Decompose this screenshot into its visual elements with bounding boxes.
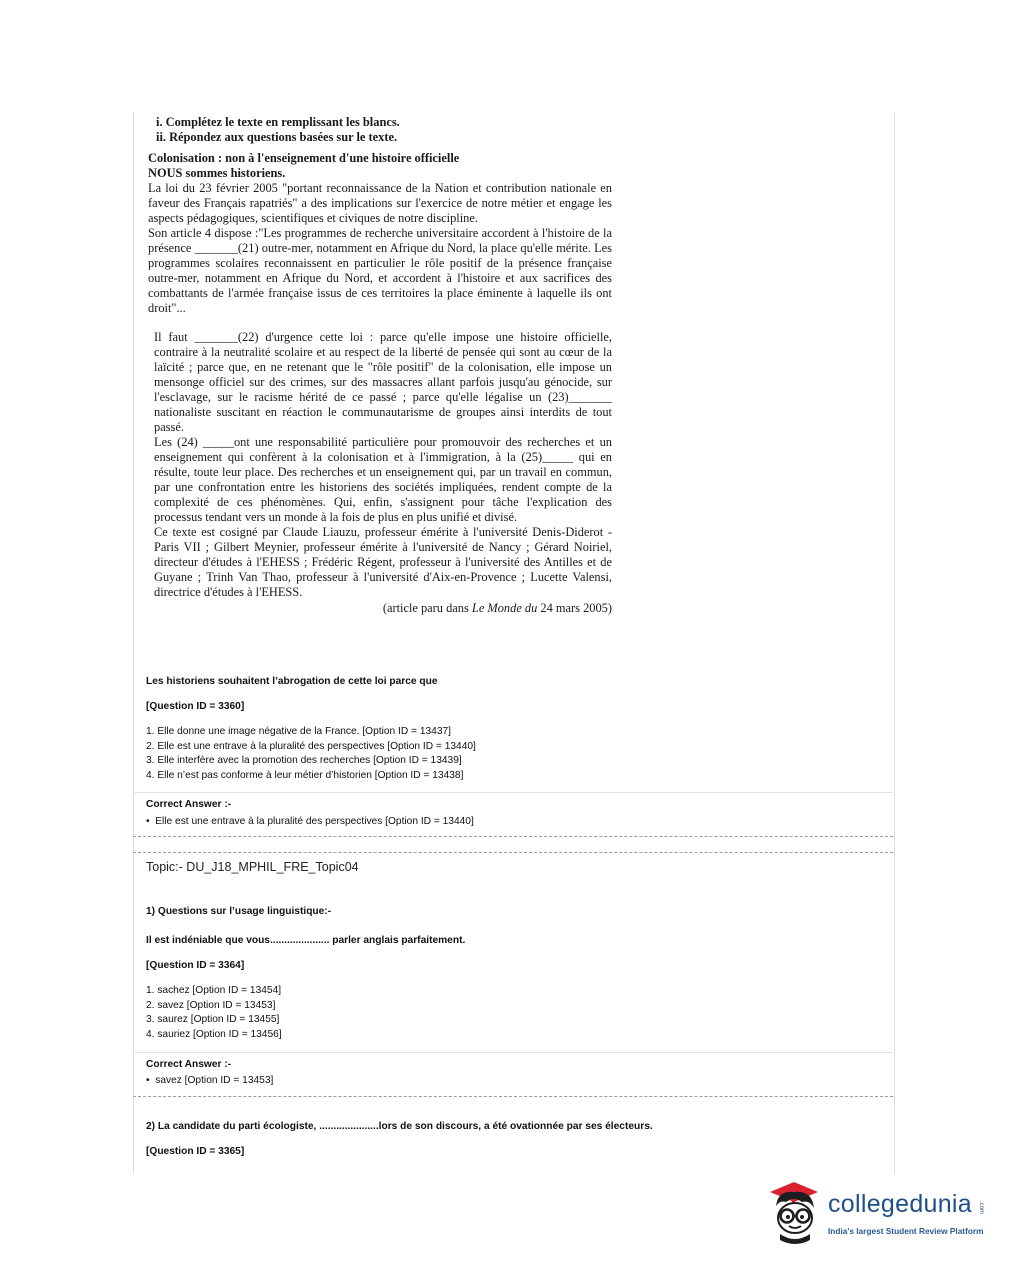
option-item: 4. sauriez [Option ID = 13456] [146, 1028, 282, 1040]
option-item: 1. sachez [Option ID = 13454] [146, 985, 282, 996]
correct-answer: • savez [Option ID = 13453] [146, 1075, 274, 1086]
option-list [146, 984, 282, 1042]
passage [148, 115, 612, 616]
logo-wordmark: collegedunia [828, 1190, 972, 1218]
instruction-1: i. Complétez le texte en remplissant les blancs. [156, 115, 400, 129]
dashed-divider [133, 836, 893, 837]
mascot-icon [766, 1178, 824, 1248]
correct-answer-label: Correct Answer :- [146, 799, 232, 810]
question-id: [Question ID = 3360] [146, 701, 245, 712]
divider [133, 1052, 893, 1053]
correct-answer: • Elle est une entrave à la pluralité des perspectives [Option ID = 13440] [146, 816, 474, 827]
passage-source: (article paru dans Le Monde du 24 mars 2005) [382, 601, 612, 615]
collegedunia-logo [766, 1178, 996, 1248]
passage-title: Colonisation : non à l'enseignement d'une histoire officielle [148, 151, 460, 165]
instruction-2: ii. Répondez aux questions basées sur le texte. [156, 130, 398, 144]
question-id: [Question ID = 3365] [146, 1146, 245, 1157]
logo-tagline: India's largest Student Review Platform [828, 1226, 984, 1236]
option-list [146, 725, 476, 783]
option-item: 4. Elle n’est pas conforme à leur métier d’historien [Option ID = 13438] [146, 769, 464, 781]
question-id: [Question ID = 3364] [146, 960, 245, 971]
section-heading: 1) Questions sur l’usage linguistique:- [146, 906, 332, 917]
option-item: 3. saurez [Option ID = 13455] [146, 1014, 280, 1026]
option-item: 1. Elle donne une image négative de la France. [Option ID = 13437] [146, 726, 451, 737]
question-3360 [146, 676, 438, 687]
passage-paragraph-4: Les (24) _____ont une responsabilité particulière pour promouvoir des recherches et un enseignement qui confèrent à la colonisation et à l'immigration, à la (25)_____ qui en résulte, toute leur place. Des recherches et un enseignement qui, par un travail en commun, par une confrontation entre les historiens des sociétés impliquées, rendent compte de la complexité de ces phénomènes. Qui, enfin, s'assignent pour tâche l'explication des processus tendant vers un monde à la fois de plus en plus unifié et divisé. [154, 435, 612, 524]
passage-paragraph-5: Ce texte est cosigné par Claude Liauzu, professeur émérite à l'université Denis-Diderot - Paris VII ; Gilbert Meynier, professeur émérite à l'université de Nancy ; Gérard Noiriel, directeur d'études à l'EHESS ; Frédéric Régent, professeur à l'université des Antilles et de Guyane ; Trinh Van Thao, professeur à l'université d'Aix-en-Provence ; Lucette Valensi, directrice d'études à l'EHESS. [154, 525, 612, 599]
passage-paragraph-3: Il faut _______(22) d'urgence cette loi : parce qu'elle impose une histoire officielle, contraire à la neutralité scolaire et au respect de la liberté de pensée qui sont au cœur de la laïcité ; parce que, en ne retenant que le "rôle positif" de la colonisation, elle impose un mensonge officiel sur des crimes, sur des massacres allant parfois jusqu'au génocide, sur l'esclavage, sur le racisme hérité de ce passé ; parce qu'elle légalise un (23)_______ nationaliste suscitant en réaction le communautarisme de groupes ainsi interdits de tout passé. [154, 330, 612, 434]
passage-paragraph-2: Son article 4 dispose :"Les programmes de recherche universitaire accordent à l'histoire de la présence _______(21) outre-mer, notamment en Afrique du Nord, la place qu'elle mérite. Les programmes scolaires reconnaissent en particulier le rôle positif de la présence française outre-mer, notamment en Afrique du Nord, et accordent à l'histoire et aux sacrifices des combattants de l'armée française issus de ces territoires la place éminente à laquelle ils ont droit"... [148, 226, 612, 315]
correct-answer-label: Correct Answer :- [146, 1059, 232, 1070]
dashed-divider [133, 1096, 893, 1097]
question-prompt: 2) La candidate du parti écologiste, .....................lors de son discours, a été ovationnée par ses électeurs. [146, 1121, 653, 1132]
passage-paragraph-1: La loi du 23 février 2005 "portant reconnaissance de la Nation et contribution nationale en faveur des Français rapatriés" a des implications sur l'exercice de notre métier et engage les aspects pédagogiques, scientifiques et civiques de notre discipline. [148, 181, 612, 225]
option-item: 2. Elle est une entrave à la pluralité des perspectives [Option ID = 13440] [146, 740, 476, 752]
logo-com: .com [978, 1201, 984, 1215]
option-item: 3. Elle interfère avec la promotion des recherches [Option ID = 13439] [146, 755, 462, 767]
question-prompt: Les historiens souhaitent l’abrogation de cette loi parce que [146, 676, 438, 687]
topic-label: Topic:- DU_J18_MPHIL_FRE_Topic04 [146, 860, 359, 874]
option-item: 2. savez [Option ID = 13453] [146, 999, 276, 1011]
passage-subtitle: NOUS sommes historiens. [148, 166, 286, 180]
dashed-divider [133, 852, 893, 853]
question-prompt: Il est indéniable que vous..................... parler anglais parfaitement. [146, 935, 466, 946]
divider [133, 792, 893, 793]
